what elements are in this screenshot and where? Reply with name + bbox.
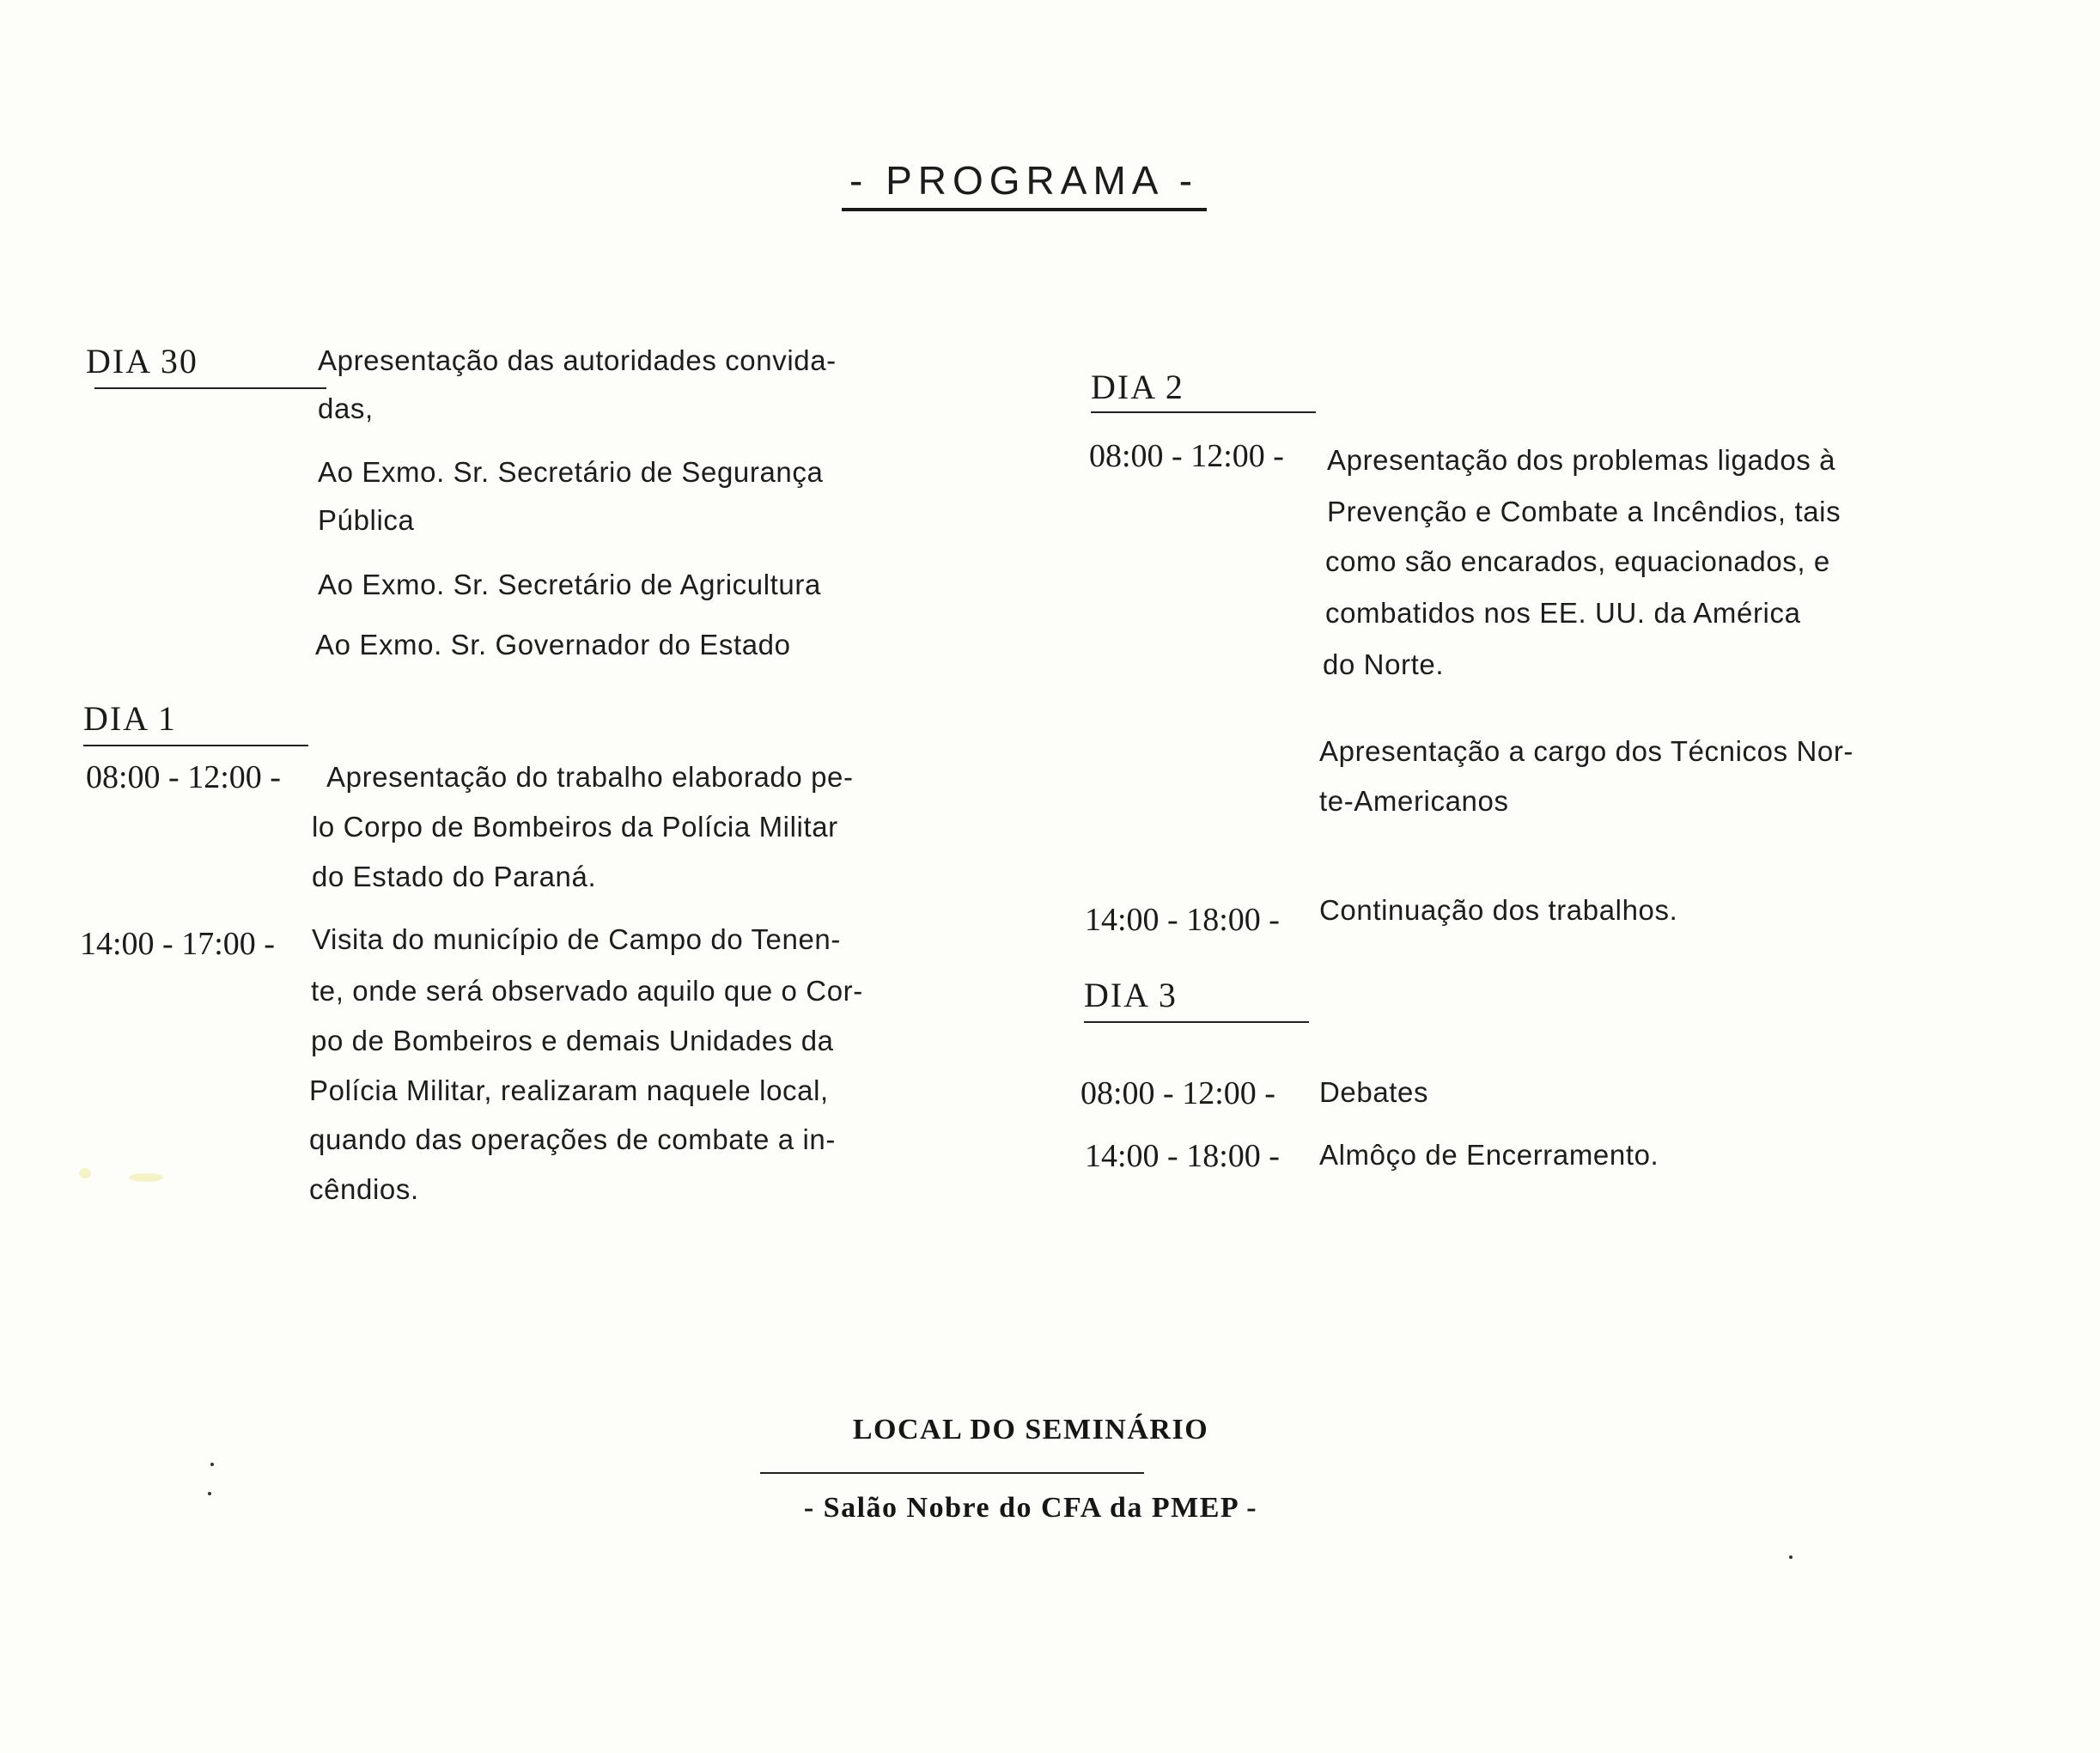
scan-speck — [1789, 1555, 1793, 1559]
day-2-note-line: Apresentação a cargo dos Técnicos Nor- — [1319, 735, 1854, 767]
day-30-line: Pública — [318, 504, 415, 536]
day-2-heading: DIA 2 — [1091, 368, 1184, 406]
day-1-heading: DIA 1 — [83, 699, 177, 738]
day-30-line: Ao Exmo. Sr. Secretário de Agricultura — [318, 569, 821, 600]
scan-speck — [210, 1463, 214, 1466]
scan-speck — [208, 1492, 211, 1495]
day-3-underline — [1084, 1021, 1309, 1023]
day-1-slot-1-time: 08:00 - 12:00 - — [86, 759, 281, 795]
day-3-slot-1-time: 08:00 - 12:00 - — [1080, 1075, 1275, 1111]
day-3-heading: DIA 3 — [1084, 976, 1178, 1014]
local-place: - Salão Nobre do CFA da PMEP - — [803, 1492, 1258, 1524]
scan-stain — [79, 1168, 91, 1178]
day-1-slot-2-time: 14:00 - 17:00 - — [80, 926, 275, 962]
day-30-line: Ao Exmo. Sr. Governador do Estado — [315, 629, 791, 660]
day-2-slot-1-time: 08:00 - 12:00 - — [1089, 438, 1284, 474]
local-underline — [760, 1472, 1144, 1474]
day-30-line: Ao Exmo. Sr. Secretário de Segurança — [318, 456, 824, 488]
day-1-slot-2-line: po de Bombeiros e demais Unidades da — [311, 1025, 834, 1056]
day-2-slot-1-line: como são encarados, equacionados, e — [1325, 545, 1830, 577]
day-3-slot-2-time: 14:00 - 18:00 - — [1085, 1138, 1280, 1174]
day-30-heading: DIA 30 — [86, 342, 198, 380]
day-2-slot-1-line: Apresentação dos problemas ligados à — [1327, 444, 1836, 476]
title-underline — [842, 208, 1207, 211]
day-1-slot-1-line: Apresentação do trabalho elaborado pe- — [326, 761, 854, 793]
day-1-slot-2-line: Visita do município de Campo do Tenen- — [312, 923, 841, 955]
day-2-slot-1-line: combatidos nos EE. UU. da América — [1325, 597, 1801, 629]
day-30-line: Apresentação das autoridades convida- — [318, 344, 837, 376]
day-3-slot-2-line: Almôço de Encerramento. — [1319, 1139, 1659, 1171]
day-1-slot-2-line: Polícia Militar, realizaram naquele local, — [309, 1074, 829, 1106]
day-2-slot-1-line: do Norte. — [1323, 648, 1445, 680]
day-2-slot-2-time: 14:00 - 18:00 - — [1085, 902, 1280, 938]
day-1-slot-2-line: quando das operações de combate a in- — [309, 1123, 836, 1155]
day-2-slot-1-line: Prevenção e Combate a Incêndios, tais — [1327, 496, 1841, 527]
day-1-slot-2-line: cêndios. — [309, 1173, 419, 1205]
day-30-line: das, — [318, 393, 374, 424]
scan-stain — [129, 1173, 163, 1182]
day-1-slot-1-line: do Estado do Paraná. — [312, 861, 597, 892]
day-2-slot-2-line: Continuação dos trabalhos. — [1319, 894, 1678, 926]
day-30-underline — [94, 387, 326, 389]
local-heading: LOCAL DO SEMINÁRIO — [852, 1414, 1209, 1446]
day-1-slot-2-line: te, onde será observado aquilo que o Cor- — [311, 975, 863, 1007]
day-1-underline — [83, 745, 308, 746]
day-2-note-line: te-Americanos — [1319, 785, 1509, 817]
day-3-slot-1-line: Debates — [1319, 1076, 1429, 1108]
day-1-slot-1-line: lo Corpo de Bombeiros da Polícia Militar — [312, 811, 838, 843]
page-title: - PROGRAMA - — [849, 158, 1199, 203]
day-2-underline — [1091, 411, 1316, 413]
